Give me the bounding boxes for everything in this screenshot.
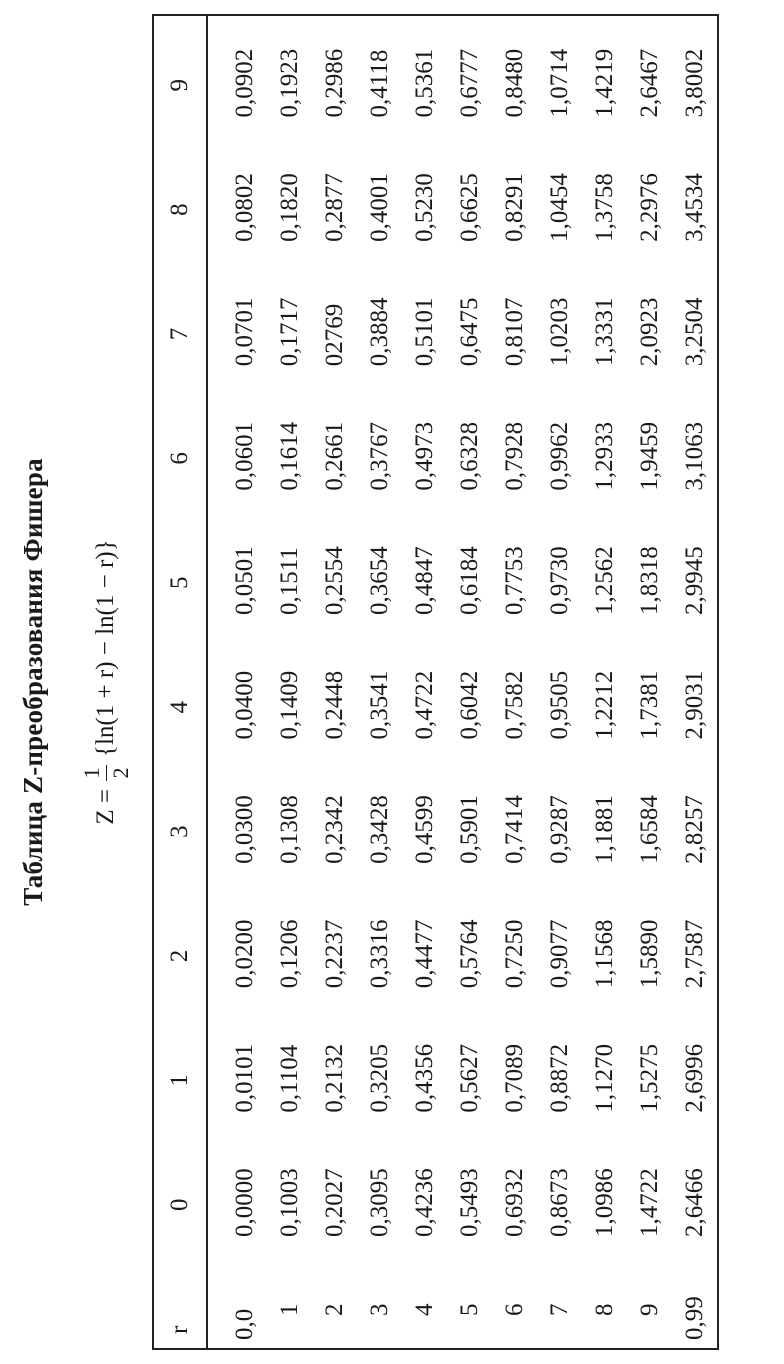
table-cell: 0,7928	[500, 421, 528, 491]
table-cell: 0,5901	[455, 795, 483, 864]
page-title: Таблица Z-преобразования Фишера	[18, 458, 48, 906]
table-cell: 1,1881	[590, 795, 618, 864]
table-cell: 0,4236	[410, 1168, 438, 1237]
table-cell: 1,4219	[590, 48, 618, 118]
table-cell: 0,7250	[500, 919, 528, 989]
table-cell: 0,3767	[365, 421, 393, 491]
table-cell: 0,0601	[230, 421, 258, 491]
row-label: 1	[275, 1303, 303, 1316]
table-cell: 0,2986	[320, 48, 348, 118]
table-cell: 1,2933	[590, 421, 618, 491]
table-cell: 0,4001	[365, 173, 393, 242]
column-header-9: 9	[153, 15, 207, 139]
table-cell: 0,8673	[545, 1168, 573, 1237]
table-cell: 1,0986	[590, 1168, 618, 1237]
table-cell: 1,9459	[635, 421, 663, 491]
table-cell: 0,6042	[455, 670, 483, 740]
table-cell: 0,0000	[230, 1168, 258, 1237]
table-cell: 0,7753	[500, 546, 528, 616]
table-row	[492, 15, 537, 1349]
table-cell: 0,1409	[275, 670, 303, 740]
table-cell: 3,1063	[680, 421, 708, 491]
fraction-numerator: 1	[79, 767, 105, 779]
table-cell: 3,2504	[680, 297, 708, 367]
table-cell: 0,0902	[230, 48, 258, 118]
table-cell: 02769	[320, 303, 348, 367]
table-cell: 0,9962	[545, 421, 573, 491]
table-body	[207, 15, 718, 1349]
fisher-z-table	[152, 14, 719, 1350]
table-cell: 0,1308	[275, 795, 303, 864]
table-cell: 0,0101	[230, 1043, 258, 1113]
row-label: 9	[635, 1303, 663, 1316]
table-cell: 2,6466	[680, 1168, 708, 1237]
table-cell: 0,3541	[365, 670, 393, 740]
formula-fraction	[80, 765, 131, 781]
table-cell: 1,3758	[590, 173, 618, 242]
table-row	[672, 15, 718, 1349]
table-cell: 0,3205	[365, 1043, 393, 1113]
row-label: 3	[365, 1303, 393, 1316]
table-cell: 0,2342	[320, 795, 348, 864]
table-cell: 0,0200	[230, 919, 258, 989]
table-cell: 0,3316	[365, 919, 393, 989]
table-cell: 0,4599	[410, 795, 438, 864]
table-cell: 0,6184	[455, 546, 483, 616]
table-cell: 3,8002	[680, 48, 708, 118]
table-cell: 0,4722	[410, 670, 438, 740]
table-cell: 0,6475	[455, 297, 483, 367]
table-cell: 0,9730	[545, 546, 573, 616]
column-header-3: 3	[153, 761, 207, 885]
row-label: 0,99	[680, 1296, 708, 1340]
column-header-4: 4	[153, 637, 207, 761]
table-row	[582, 15, 627, 1349]
table-cell: 0,0400	[230, 670, 258, 740]
table-cell: 0,6932	[500, 1168, 528, 1237]
table-cell: 0,4356	[410, 1043, 438, 1113]
table-cell: 1,0454	[545, 173, 573, 242]
table-cell: 2,8257	[680, 795, 708, 864]
table-header-row	[153, 15, 207, 1349]
formula-lhs: Z =	[92, 789, 119, 825]
column-header-5: 5	[153, 513, 207, 637]
table-row	[627, 15, 672, 1349]
table-cell: 1,4722	[635, 1168, 663, 1237]
row-label: 8	[590, 1303, 618, 1316]
table-cell: 0,2132	[320, 1043, 348, 1113]
table-cell: 1,0203	[545, 297, 573, 367]
table-cell: 1,1568	[590, 919, 618, 989]
column-header-8: 8	[153, 139, 207, 263]
table-cell: 0,8480	[500, 48, 528, 118]
table-cell: 0,7414	[500, 795, 528, 864]
table-cell: 0,1614	[275, 421, 303, 491]
table-cell: 0,2237	[320, 919, 348, 989]
table-cell: 0,0300	[230, 795, 258, 864]
table-cell: 0,6777	[455, 48, 483, 118]
table-cell: 0,5230	[410, 173, 438, 242]
table-row	[207, 15, 267, 1349]
table-cell: 3,4534	[680, 173, 708, 242]
column-header-1: 1	[153, 1010, 207, 1134]
table-cell: 1,1270	[590, 1043, 618, 1113]
column-header-7: 7	[153, 264, 207, 388]
table-cell: 0,1104	[275, 1044, 303, 1113]
table-cell: 1,2212	[590, 670, 618, 740]
table-cell: 1,2562	[590, 546, 618, 616]
table-cell: 0,1206	[275, 919, 303, 989]
table-cell: 2,9031	[680, 670, 708, 740]
column-header-2: 2	[153, 886, 207, 1010]
table-cell: 2,7587	[680, 919, 708, 989]
table-cell: 0,5493	[455, 1168, 483, 1237]
table-cell: 0,7582	[500, 670, 528, 740]
table-cell: 2,6996	[680, 1043, 708, 1113]
table-cell: 1,8318	[635, 546, 663, 616]
table-cell: 2,0923	[635, 297, 663, 367]
table-cell: 0,2661	[320, 421, 348, 491]
table-cell: 0,6328	[455, 421, 483, 491]
table-cell: 0,9287	[545, 795, 573, 864]
table-cell: 1,6584	[635, 795, 663, 864]
row-label: 5	[455, 1303, 483, 1316]
table-cell: 0,4477	[410, 919, 438, 989]
row-label: 6	[500, 1303, 528, 1316]
table-cell: 0,3884	[365, 297, 393, 367]
table-row	[402, 15, 447, 1349]
table-cell: 0,0701	[230, 297, 258, 367]
table-cell: 0,1923	[275, 48, 303, 118]
table-cell: 0,3095	[365, 1168, 393, 1237]
table-cell: 0,1717	[275, 297, 303, 367]
table-cell: 1,0714	[545, 48, 573, 118]
table-cell: 0,2027	[320, 1168, 348, 1237]
table-cell: 0,5361	[410, 48, 438, 118]
table-cell: 2,2976	[635, 173, 663, 242]
table-cell: 0,4847	[410, 546, 438, 616]
fraction-bar	[106, 765, 107, 781]
table-row	[267, 15, 312, 1349]
table-row	[357, 15, 402, 1349]
table-row	[312, 15, 357, 1349]
row-label: 4	[410, 1303, 438, 1316]
table-cell: 0,4973	[410, 421, 438, 491]
table-cell: 0,6625	[455, 173, 483, 242]
column-header-r: r	[153, 1259, 207, 1349]
fraction-denominator: 2	[107, 767, 133, 779]
table-cell: 0,0802	[230, 173, 258, 242]
table-cell: 0,1511	[275, 547, 303, 616]
table-cell: 0,9505	[545, 670, 573, 740]
table-cell: 0,3654	[365, 546, 393, 616]
table-cell: 0,1003	[275, 1168, 303, 1237]
table-cell: 0,2448	[320, 670, 348, 740]
table-cell: 0,0501	[230, 546, 258, 616]
fisher-formula	[62, 0, 150, 1364]
table-cell: 0,8291	[500, 173, 528, 242]
table-row	[447, 15, 492, 1349]
column-header-6: 6	[153, 388, 207, 512]
table-cell: 0,7089	[500, 1043, 528, 1113]
row-label: 0,0	[230, 1308, 258, 1340]
formula-rhs: {ln(1 + r) − ln(1 − r)}	[92, 539, 119, 758]
table-cell: 1,3331	[590, 297, 618, 367]
table-cell: 1,7381	[635, 670, 663, 740]
column-header-0: 0	[153, 1135, 207, 1259]
row-label: 7	[545, 1303, 573, 1316]
table-cell: 1,5275	[635, 1043, 663, 1113]
table-cell: 1,5890	[635, 919, 663, 989]
row-label: 2	[320, 1303, 348, 1316]
table-cell: 0,4118	[365, 49, 393, 118]
table-row	[537, 15, 582, 1349]
table-cell: 2,6467	[635, 48, 663, 118]
table-cell: 0,8107	[500, 297, 528, 367]
table-cell: 2,9945	[680, 546, 708, 616]
table-cell: 0,5627	[455, 1043, 483, 1113]
table-cell: 0,2877	[320, 173, 348, 242]
table-cell: 0,5764	[455, 919, 483, 989]
table-cell: 0,3428	[365, 795, 393, 864]
table-cell: 0,9077	[545, 919, 573, 989]
table-cell: 0,8872	[545, 1043, 573, 1113]
table-cell: 0,2554	[320, 546, 348, 616]
table-cell: 0,1820	[275, 173, 303, 242]
table-cell: 0,5101	[410, 297, 438, 367]
